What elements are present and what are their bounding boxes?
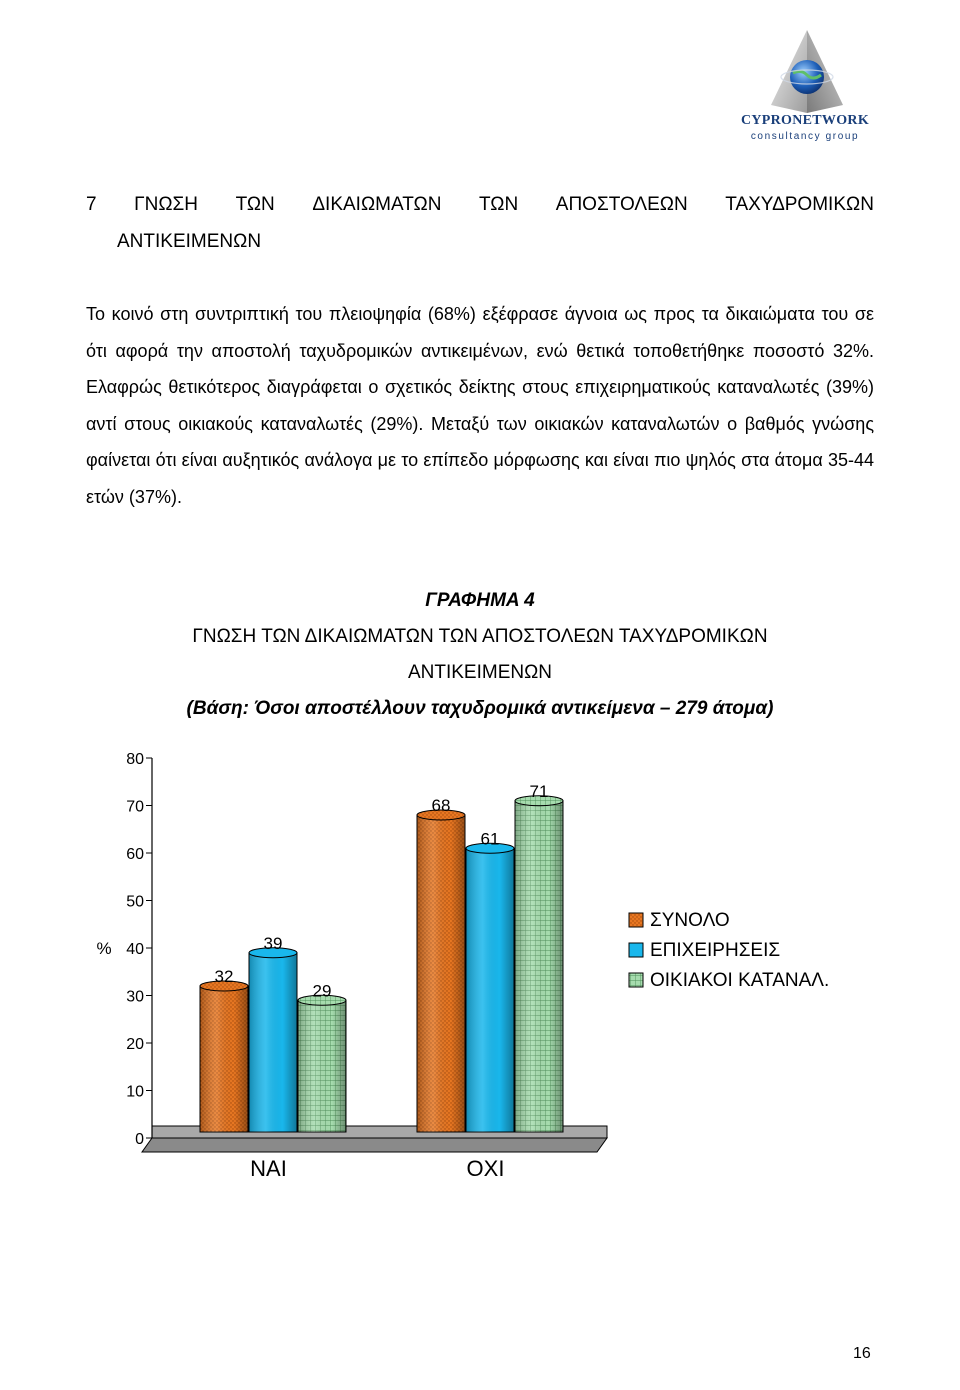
x-category-label: ΝΑΙ <box>250 1156 287 1181</box>
chart-canvas <box>80 740 900 1200</box>
y-tick-label: 40 <box>126 941 144 958</box>
y-tick-label: 30 <box>126 988 144 1006</box>
page-number: 16 <box>853 1345 871 1362</box>
bar-value-label: 68 <box>431 796 451 815</box>
heading-word: ΤΩΝ <box>479 194 519 215</box>
y-axis-label: % <box>96 939 112 958</box>
legend-swatch <box>629 973 643 987</box>
y-tick-label: 0 <box>135 1131 144 1148</box>
legend-label: ΣΥΝΟΛΟ <box>650 910 730 931</box>
section-number: 7 <box>86 194 97 215</box>
y-tick-label: 80 <box>126 751 144 768</box>
chart-base-note: (Βάση: Όσοι αποστέλλουν ταχυδρομικά αντικείμενα – 279 άτομα) <box>186 698 774 719</box>
bar-value-label: 32 <box>214 967 234 986</box>
company-logo <box>735 25 875 145</box>
y-tick-label: 50 <box>126 893 144 911</box>
x-category-label: ΟΧΙ <box>466 1156 505 1181</box>
y-tick-label: 70 <box>126 798 144 816</box>
bar-shade <box>417 815 465 1132</box>
logo-name: CYPRONETWORK <box>740 113 870 128</box>
bar-value-label: 71 <box>529 781 549 801</box>
legend-swatch <box>629 943 643 957</box>
heading-word: ΓΝΩΣΗ <box>134 194 199 215</box>
bar-shade <box>249 953 297 1132</box>
bar-shade <box>298 1000 346 1132</box>
legend-swatch <box>629 913 643 927</box>
bar-value-label: 61 <box>480 829 500 849</box>
y-tick-label: 60 <box>126 846 144 863</box>
heading-word: ΔΙΚΑΙΩΜΑΤΩΝ <box>312 194 442 215</box>
heading-line2: ΑΝΤΙΚΕΙΜΕΝΩΝ <box>117 231 262 252</box>
heading-word: ΤΩΝ <box>235 194 275 215</box>
bar-chart <box>80 740 900 1200</box>
heading-word: ΤΑΧΥΔΡΟΜΙΚΩΝ <box>725 194 874 215</box>
heading-word: ΑΠΟΣΤΟΛΕΩΝ <box>555 194 688 215</box>
chart-title-line2: ΑΝΤΙΚΕΙΜΕΝΩΝ <box>407 662 553 683</box>
bar-shade <box>515 801 563 1132</box>
legend-label: ΕΠΙΧΕΙΡΗΣΕΙΣ <box>650 940 781 961</box>
bar-value-label: 29 <box>312 981 332 1001</box>
legend-label: ΟΙΚΙΑΚΟΙ ΚΑΤΑΝΑΛ. <box>650 970 830 991</box>
body-paragraph: Το κοινό στη συντριπτική του πλειοψηφία (68%) εξέφρασε άγνοια ως προς τα δικαιώματα του σε ότι αφορά την αποστολή ταχυδρομικών αντικειμένων, ενώ θετικά τοποθετήθηκε ποσοστό 32%. Ελαφρώς θετικότερος διαγράφεται ο σχετικός δείκτης στους επιχειρηματικούς καταναλωτές (39%) αντί στους οικιακούς καταναλωτές (29%). Μεταξύ των οικιακών καταναλωτών ο βαθμός γνώσης φαίνεται ότι είναι αυξητικός ανάλογα με το επίπεδο μόρφωσης και είναι πιο ψηλός στα άτομα 35-44 ετών (37%). <box>86 304 874 507</box>
y-tick-label: 20 <box>126 1036 144 1053</box>
bar-shade <box>466 848 514 1132</box>
chart-header <box>86 583 874 727</box>
pyramid-globe-icon <box>735 25 875 115</box>
chart-number: ΓΡΑΦΗΜΑ 4 <box>425 590 535 611</box>
chart-floor <box>142 1138 607 1152</box>
y-tick-label: 10 <box>126 1083 144 1101</box>
section-heading <box>86 186 874 260</box>
bar-value-label: 39 <box>263 933 283 953</box>
bar-shade <box>200 986 248 1132</box>
chart-title-line1: ΓΝΩΣΗ ΤΩΝ ΔΙΚΑΙΩΜΑΤΩΝ ΤΩΝ ΑΠΟΣΤΟΛΕΩΝ ΤΑΧΥΔΡΟΜΙΚΩΝ <box>192 626 768 647</box>
logo-tagline: consultancy group <box>750 131 860 142</box>
